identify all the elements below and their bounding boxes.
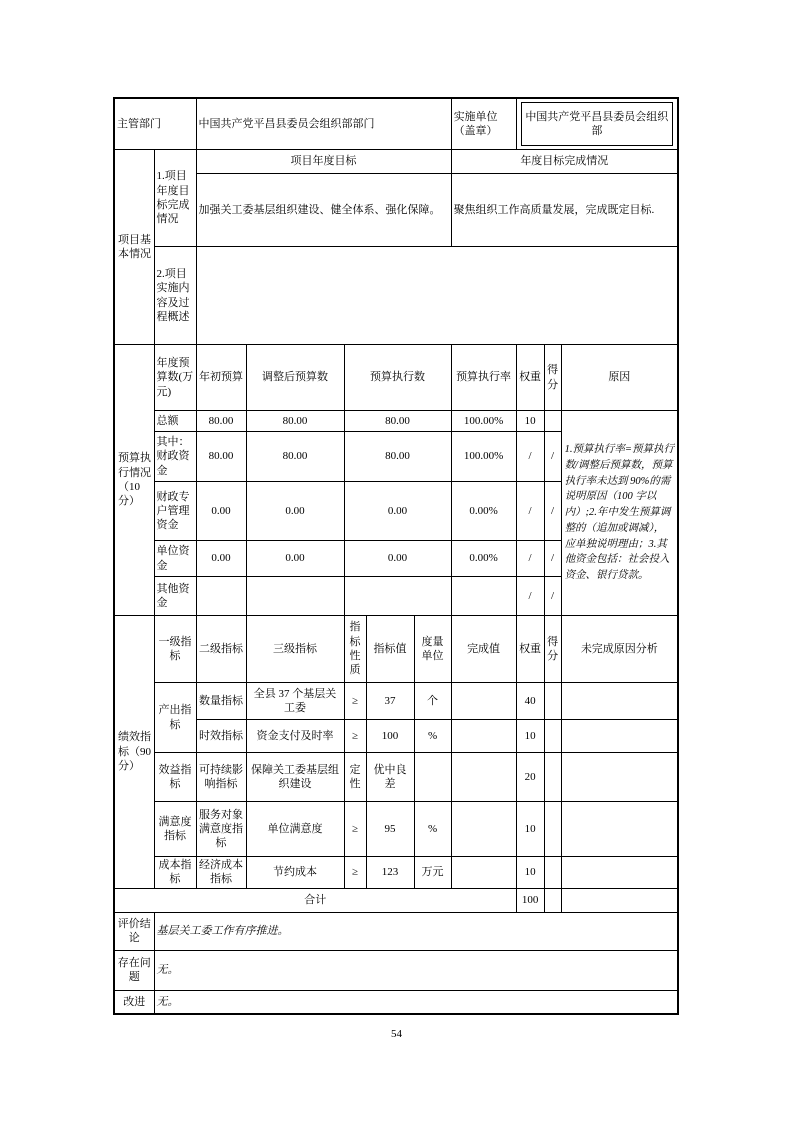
- table-row: [114, 98, 678, 150]
- ind-unit: %: [414, 802, 451, 857]
- budget-initial: 0.00: [196, 541, 246, 577]
- ind-score: [544, 753, 561, 802]
- ind-nature: ≥: [344, 720, 366, 753]
- budget-adjusted: [246, 577, 344, 616]
- budget-header-adjusted: 调整后预算数: [246, 345, 344, 411]
- table-row: [114, 174, 678, 247]
- table-row: [114, 247, 678, 345]
- budget-header-reason: 原因: [561, 345, 678, 411]
- ind-weight: 40: [516, 683, 544, 720]
- ind-header-score: 得分: [544, 616, 561, 683]
- indicator-row: [114, 683, 678, 720]
- ind-analysis: [561, 720, 678, 753]
- ind-score: [544, 857, 561, 889]
- conclusion-label: 评价结论: [114, 912, 154, 950]
- total-score: [544, 888, 561, 912]
- budget-rate: 100.00%: [451, 432, 516, 482]
- ind-score: [544, 720, 561, 753]
- budget-row-name: 其他资金: [154, 577, 196, 616]
- budget-score: /: [544, 577, 561, 616]
- budget-executed: 0.00: [344, 541, 451, 577]
- budget-weight: /: [516, 577, 544, 616]
- ind-l2: 可持续影响指标: [196, 753, 246, 802]
- total-analysis: [561, 888, 678, 912]
- ind-l1: 产出指标: [154, 683, 196, 753]
- ind-analysis: [561, 683, 678, 720]
- total-row: [114, 888, 678, 912]
- budget-executed: 0.00: [344, 482, 451, 541]
- ind-unit: 个: [414, 683, 451, 720]
- ind-nature: ≥: [344, 802, 366, 857]
- indicator-row: [114, 802, 678, 857]
- budget-col-label: 年度预算数(万元): [154, 345, 196, 411]
- table-row: [114, 616, 678, 683]
- improve-label: 改进: [114, 990, 154, 1014]
- problem-label: 存在问题: [114, 950, 154, 990]
- ind-value: 95: [366, 802, 414, 857]
- budget-adjusted: 0.00: [246, 482, 344, 541]
- impl-unit-cell: [516, 98, 678, 150]
- ind-actual: [451, 802, 516, 857]
- ind-l3: 单位满意度: [246, 802, 344, 857]
- ind-header-l1: 一级指标: [154, 616, 196, 683]
- section-budget-label: 预算执行情况（10分）: [114, 345, 154, 616]
- done-text: 聚焦组织工作高质量发展，完成既定目标.: [451, 174, 678, 247]
- budget-row-total: [114, 411, 678, 432]
- ind-header-weight: 权重: [516, 616, 544, 683]
- page-number: 54: [391, 1028, 402, 1040]
- ind-unit: [414, 753, 451, 802]
- ind-nature: ≥: [344, 683, 366, 720]
- budget-weight: 10: [516, 411, 544, 432]
- ind-weight: 10: [516, 802, 544, 857]
- budget-initial: [196, 577, 246, 616]
- dept-label: 主管部门: [114, 98, 196, 150]
- ind-actual: [451, 720, 516, 753]
- ind-weight: 10: [516, 857, 544, 889]
- ind-l3: 节约成本: [246, 857, 344, 889]
- ind-l3: 全县 37 个基层关工委: [246, 683, 344, 720]
- ind-weight: 20: [516, 753, 544, 802]
- budget-score: [544, 411, 561, 432]
- done-header: 年度目标完成情况: [451, 150, 678, 174]
- budget-header-weight: 权重: [516, 345, 544, 411]
- ind-analysis: [561, 802, 678, 857]
- table-row: [114, 150, 678, 174]
- ind-actual: [451, 857, 516, 889]
- table-row: [114, 345, 678, 411]
- ind-l3: 资金支付及时率: [246, 720, 344, 753]
- budget-adjusted: 80.00: [246, 411, 344, 432]
- ind-score: [544, 683, 561, 720]
- budget-adjusted: 80.00: [246, 432, 344, 482]
- table-row: [114, 912, 678, 950]
- budget-header-executed: 预算执行数: [344, 345, 451, 411]
- problem-text: 无。: [154, 950, 678, 990]
- ind-value: 123: [366, 857, 414, 889]
- ind-l3: 保障关工委基层组织建设: [246, 753, 344, 802]
- budget-rate: 0.00%: [451, 482, 516, 541]
- goal-header: 项目年度目标: [196, 150, 451, 174]
- indicator-row: [114, 857, 678, 889]
- goal-text: 加强关工委基层组织建设、健全体系、强化保障。: [196, 174, 451, 247]
- ind-header-actual: 完成值: [451, 616, 516, 683]
- ind-analysis: [561, 857, 678, 889]
- budget-row-name: 其中：财政资金: [154, 432, 196, 482]
- budget-row-name: 财政专户管理资金: [154, 482, 196, 541]
- ind-actual: [451, 683, 516, 720]
- budget-weight: /: [516, 432, 544, 482]
- ind-value: 优中良差: [366, 753, 414, 802]
- conclusion-text: 基层关工委工作有序推进。: [154, 912, 678, 950]
- budget-weight: /: [516, 482, 544, 541]
- ind-value: 100: [366, 720, 414, 753]
- impl-row-label: 2.项目实施内容及过程概述: [154, 247, 196, 345]
- impl-unit-label: 实施单位 （盖章）: [451, 98, 516, 150]
- indicator-row: [114, 720, 678, 753]
- budget-rate: 0.00%: [451, 541, 516, 577]
- budget-rate: 100.00%: [451, 411, 516, 432]
- improve-text: 无。: [154, 990, 678, 1014]
- indicator-row: [114, 753, 678, 802]
- budget-row-name: 单位资金: [154, 541, 196, 577]
- budget-score: /: [544, 432, 561, 482]
- table-row: [114, 990, 678, 1014]
- goal-row-label: 1.项目年度目标完成情况: [154, 150, 196, 247]
- dept-value: 中国共产党平昌县委员会组织部部门: [196, 98, 451, 150]
- section-indicators-label: 绩效指标（90分）: [114, 616, 154, 889]
- budget-executed: 80.00: [344, 411, 451, 432]
- ind-nature: ≥: [344, 857, 366, 889]
- ind-header-nature: 指标性质: [344, 616, 366, 683]
- total-label: 合计: [114, 888, 516, 912]
- budget-executed: [344, 577, 451, 616]
- ind-l2: 服务对象满意度指标: [196, 802, 246, 857]
- ind-header-l3: 三级指标: [246, 616, 344, 683]
- ind-l2: 经济成本指标: [196, 857, 246, 889]
- ind-nature: 定性: [344, 753, 366, 802]
- ind-header-value: 指标值: [366, 616, 414, 683]
- budget-executed: 80.00: [344, 432, 451, 482]
- impl-text: [196, 247, 678, 345]
- budget-adjusted: 0.00: [246, 541, 344, 577]
- ind-unit: %: [414, 720, 451, 753]
- ind-header-l2: 二级指标: [196, 616, 246, 683]
- budget-header-rate: 预算执行率: [451, 345, 516, 411]
- performance-evaluation-table: [113, 97, 679, 1015]
- budget-reason-note: 1.预算执行率=预算执行数/调整后预算数，预算执行率未达到 90%的需说明原因（100 字以内）;2.年中发生预算调整的（追加或调减），应单独说明理由；3.其他资金包括：社会投入资金、银行贷款。: [561, 411, 678, 616]
- ind-l1: 成本指标: [154, 857, 196, 889]
- impl-unit-value: 中国共产党平昌县委员会组织部: [521, 102, 674, 146]
- budget-weight: /: [516, 541, 544, 577]
- budget-initial: 80.00: [196, 411, 246, 432]
- ind-score: [544, 802, 561, 857]
- budget-score: /: [544, 541, 561, 577]
- budget-row-name: 总额: [154, 411, 196, 432]
- budget-header-initial: 年初预算: [196, 345, 246, 411]
- ind-header-analysis: 未完成原因分析: [561, 616, 678, 683]
- ind-weight: 10: [516, 720, 544, 753]
- ind-l2: 数量指标: [196, 683, 246, 720]
- budget-rate: [451, 577, 516, 616]
- section-basic-info-label: 项目基本情况: [114, 150, 154, 345]
- ind-actual: [451, 753, 516, 802]
- ind-l1: 效益指标: [154, 753, 196, 802]
- budget-header-score: 得分: [544, 345, 561, 411]
- table-row: [114, 950, 678, 990]
- total-weight: 100: [516, 888, 544, 912]
- ind-analysis: [561, 753, 678, 802]
- budget-initial: 80.00: [196, 432, 246, 482]
- budget-score: /: [544, 482, 561, 541]
- ind-value: 37: [366, 683, 414, 720]
- ind-unit: 万元: [414, 857, 451, 889]
- budget-initial: 0.00: [196, 482, 246, 541]
- ind-header-unit: 度量单位: [414, 616, 451, 683]
- ind-l2: 时效指标: [196, 720, 246, 753]
- ind-l1: 满意度指标: [154, 802, 196, 857]
